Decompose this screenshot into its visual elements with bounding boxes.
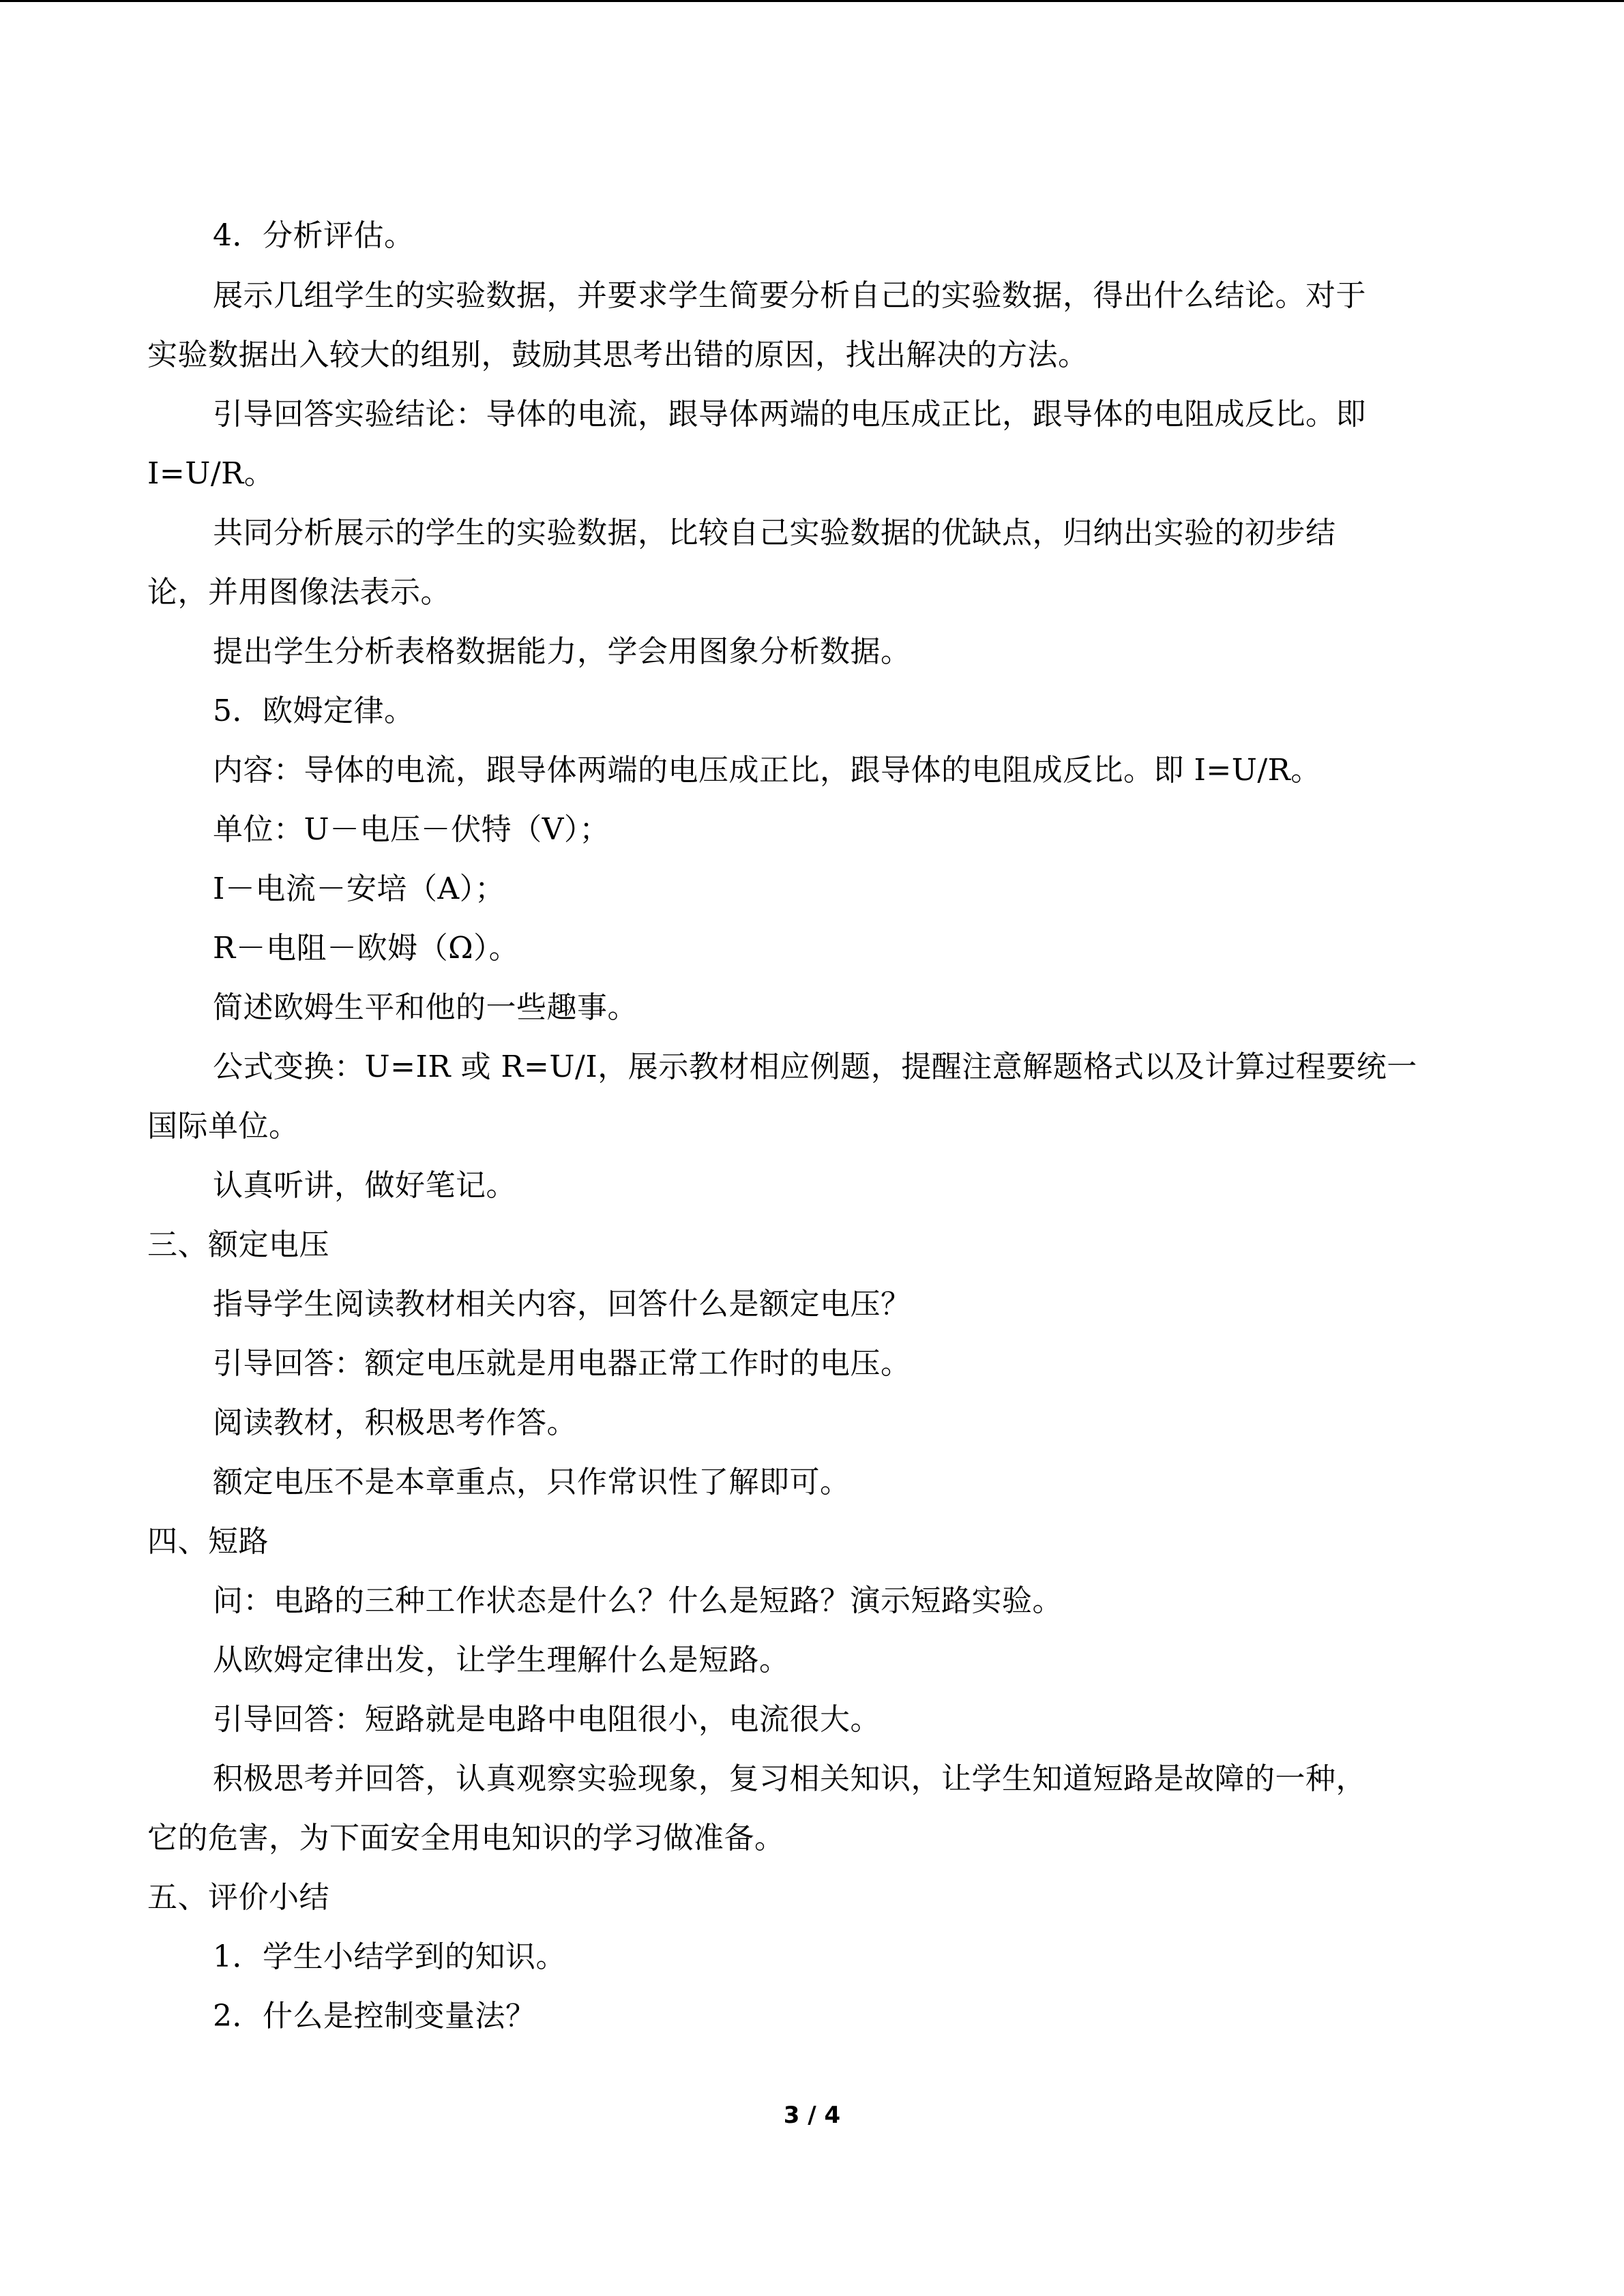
paragraph-line: 问：电路的三种工作状态是什么？什么是短路？演示短路实验。 xyxy=(213,1583,1063,1618)
page-top-border xyxy=(0,0,1624,2)
paragraph-line: 内容：导体的电流，跟导体两端的电压成正比，跟导体的电阻成反比。即 I=U/R。 xyxy=(213,753,1321,788)
paragraph-line: 展示几组学生的实验数据，并要求学生简要分析自己的实验数据，得出什么结论。对于 xyxy=(213,278,1366,313)
section-heading-summary: 五、评价小结 xyxy=(147,1880,329,1915)
paragraph-line: 指导学生阅读教材相关内容，回答什么是额定电压？ xyxy=(213,1287,911,1322)
paragraph-line: 积极思考并回答，认真观察实验现象，复习相关知识，让学生知道短路是故障的一种， xyxy=(213,1761,1366,1796)
unit-line-current: I－电流－安培（A）； xyxy=(213,871,505,906)
page-number: 3 / 4 xyxy=(783,2102,841,2129)
unit-line-voltage: 单位：U－电压－伏特（V）； xyxy=(213,812,610,847)
paragraph-line: 提出学生分析表格数据能力，学会用图象分析数据。 xyxy=(213,634,911,669)
paragraph-line: 认真听讲，做好笔记。 xyxy=(213,1168,516,1203)
paragraph-line: 它的危害，为下面安全用电知识的学习做准备。 xyxy=(147,1821,785,1855)
section-heading-rated-voltage: 三、额定电压 xyxy=(147,1227,329,1262)
list-item: 2．什么是控制变量法？ xyxy=(213,1999,536,2033)
paragraph-line: 国际单位。 xyxy=(147,1109,299,1144)
paragraph-line: 引导回答实验结论：导体的电流，跟导体两端的电压成正比，跟导体的电阻成反比。即 xyxy=(213,397,1366,432)
formula-line: I=U/R。 xyxy=(147,456,275,491)
unit-line-resistance: R－电阻－欧姆（Ω）。 xyxy=(213,931,520,966)
heading-ohms-law: 5．欧姆定律。 xyxy=(213,694,415,728)
paragraph-line: 公式变换：U=IR 或 R=U/I，展示教材相应例题，提醒注意解题格式以及计算过程要统一 xyxy=(213,1049,1417,1084)
paragraph-line: 额定电压不是本章重点，只作常识性了解即可。 xyxy=(213,1465,851,1500)
paragraph-line: 阅读教材，积极思考作答。 xyxy=(213,1405,577,1440)
section-heading-short-circuit: 四、短路 xyxy=(147,1524,269,1559)
paragraph-line: 简述欧姆生平和他的一些趣事。 xyxy=(213,990,638,1025)
paragraph-line: 引导回答：短路就是电路中电阻很小，电流很大。 xyxy=(213,1702,881,1737)
paragraph-line: 实验数据出入较大的组别，鼓励其思考出错的原因，找出解决的方法。 xyxy=(147,338,1089,372)
heading-analysis-evaluation: 4．分析评估。 xyxy=(213,218,415,253)
paragraph-line: 引导回答：额定电压就是用电器正常工作时的电压。 xyxy=(213,1346,911,1381)
list-item: 1．学生小结学到的知识。 xyxy=(213,1939,566,1974)
paragraph-line: 从欧姆定律出发，让学生理解什么是短路。 xyxy=(213,1643,790,1678)
paragraph-line: 论，并用图像法表示。 xyxy=(147,575,451,610)
paragraph-line: 共同分析展示的学生的实验数据，比较自己实验数据的优缺点，归纳出实验的初步结 xyxy=(213,516,1336,550)
